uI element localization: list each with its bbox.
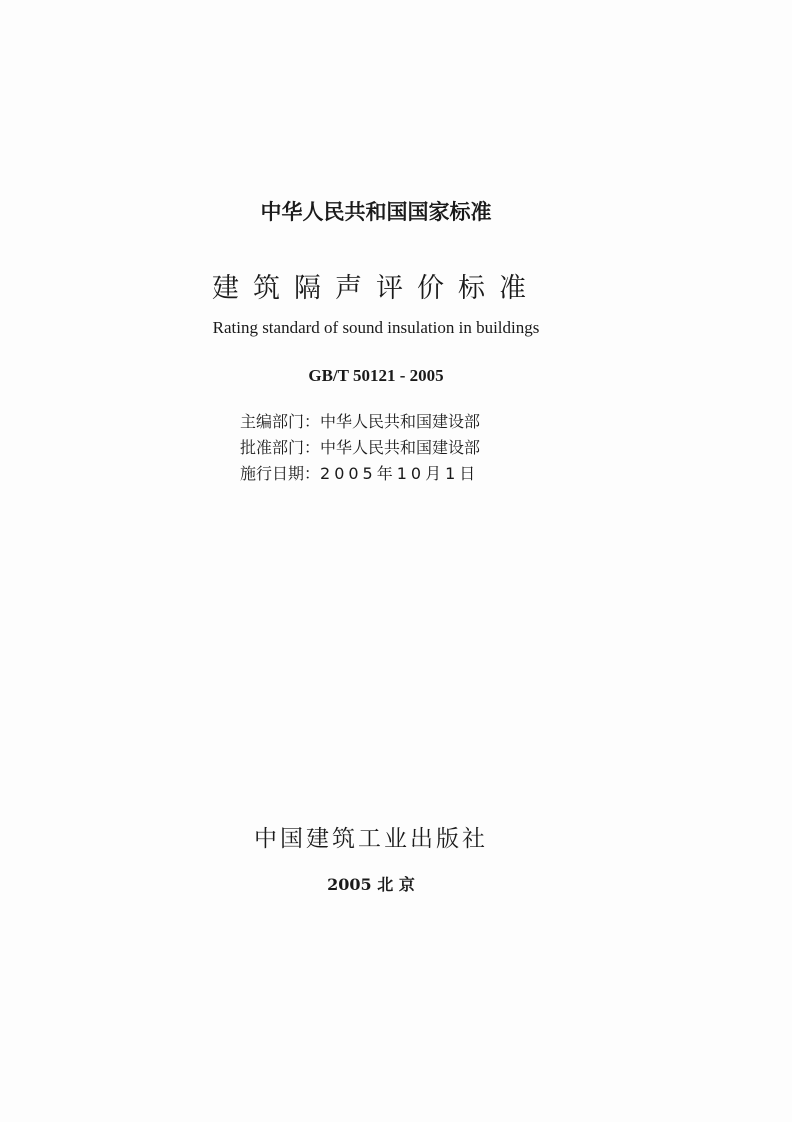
editor-label: 主编部门： xyxy=(240,412,321,431)
standard-number: GB/T 50121 - 2005 xyxy=(308,366,444,385)
effective-label: 施行日期： xyxy=(240,464,321,483)
effective-date-row xyxy=(240,461,480,487)
chinese-title: 建筑隔声评价标准 xyxy=(212,273,540,304)
editor-value: 中华人民共和国建设部 xyxy=(320,412,481,431)
editor-row xyxy=(240,409,480,435)
approver-label: 批准部门： xyxy=(240,438,321,457)
english-title: Rating standard of sound insulation in buildings xyxy=(212,318,540,337)
publisher: 中国建筑工业出版社 xyxy=(254,826,488,852)
approver-row xyxy=(240,435,480,461)
publication-place-year: 2005 北 京 xyxy=(327,875,415,894)
effective-value: 2005年10月1日 xyxy=(320,464,480,483)
standard-meta xyxy=(240,409,480,487)
standard-category: 中华人民共和国国家标准 xyxy=(260,200,492,224)
approver-value: 中华人民共和国建设部 xyxy=(320,438,481,457)
